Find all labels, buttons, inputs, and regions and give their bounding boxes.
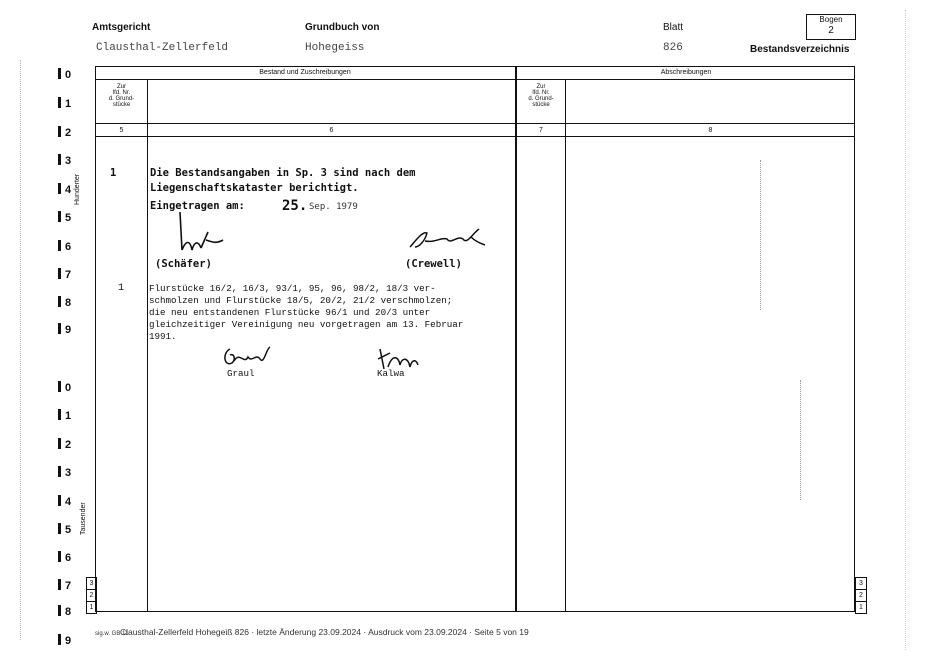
margin-number: 9 [58,323,71,336]
margin-number: 4 [58,495,71,508]
colnum-rule [95,136,855,137]
entry-2-line: 1991. [149,331,177,342]
entry-1-line: Liegenschaftskataster berichtigt. [150,182,359,194]
margin-number: 8 [58,605,71,618]
entry-2-line: schmolzen und Flurstücke 18/5, 20/2, 21/2 verschmolzen; [149,295,453,306]
entry-2-line: gleichzeitiger Vereinigung neu vorgetragen am 13. Februar [149,319,464,330]
corner-index-value: 1 [87,601,96,613]
col-7-header-line: stücke [532,102,550,108]
entry-2-line: Flurstücke 16/2, 16/3, 93/1, 95, 96, 98/2, 18/3 ver- [149,283,436,294]
margin-number: 8 [58,296,71,309]
margin-number: 5 [58,523,71,536]
margin-number: 1 [58,409,71,422]
blatt-value: 826 [663,42,683,54]
margin-number: 0 [58,68,71,81]
margin-number: 6 [58,551,71,564]
signature-schaefer-image [168,210,238,260]
entry-1-number: 1 [110,167,117,179]
signature-crewell-image [405,225,490,255]
corner-index-value: 3 [89,580,94,587]
col-number-6: 6 [329,127,334,134]
margin-number: 0 [58,381,71,394]
entry-2-text [149,283,514,343]
col-number-8: 8 [708,127,713,134]
col-7-header-line: Zur [536,84,546,90]
stamp-date: Sep. 1979 [309,202,358,212]
corner-index-right [855,577,867,614]
col-divider-7-8 [565,79,566,612]
footer-text: Clausthal-Zellerfeld Hohegeiß 826 · letzte Änderung 23.09.2024 · Ausdruck vom 23.09.2024 · Seite 5 von 19 [120,627,529,637]
bogen-label: Bogen [819,15,843,24]
right-group-title: Abschreibungen [660,69,712,76]
footer-code: sig.w. GB 11 [95,631,129,637]
blatt-label: Blatt [663,22,684,33]
col-7-header [517,84,565,108]
col-5-header-line: stücke [112,102,131,108]
amtsgericht-label: Amtsgericht [92,22,151,33]
corner-index-left [86,577,97,614]
col-number-5: 5 [119,127,124,134]
grundbuch-label: Grundbuch von [305,22,380,33]
col-divider-5-6 [147,79,148,612]
margin-number: 7 [58,579,71,592]
side-label-tausender: Tausender [80,502,87,535]
col-5-header-line: Zur [117,84,126,90]
signatory-schaefer: (Schäfer) [155,258,212,270]
bogen-box [806,14,856,40]
entry-2-line: die neu entstandenen Flurstücke 96/1 und 20/3 unter [149,307,431,318]
col-7-header-line: lfd. Nr. [532,90,550,96]
signatory-crewell: (Crewell) [405,258,462,270]
scan-noise [760,160,761,310]
entry-1-text [150,166,512,196]
group-title-rule [95,79,855,80]
scan-noise [800,380,801,500]
margin-number: 4 [58,183,71,196]
col-5-header-line: lfd. Nr. [112,90,131,96]
col-7-header-line: d. Grund- [528,96,554,102]
signatory-graul: Graul [227,368,255,379]
margin-number: 9 [58,634,71,647]
center-divider [515,66,517,612]
margin-number: 3 [58,154,71,167]
bogen-value: 2 [828,25,834,36]
margin-number: 7 [58,268,71,281]
left-group-title: Bestand und Zuschreibungen [259,69,351,76]
corner-index-value: 3 [859,580,863,587]
section-title: Bestandsverzeichnis [750,44,850,55]
col-number-7: 7 [539,127,543,134]
margin-number: 6 [58,240,71,253]
grundbuch-value: Hohegeiss [305,42,365,54]
signature-graul-image [220,343,280,371]
margin-number: 5 [58,211,71,224]
amtsgericht-value: Clausthal-Zellerfeld [96,42,229,54]
col-5-header [96,84,147,108]
entry-1-line: Die Bestandsangaben in Sp. 3 sind nach dem [150,167,416,179]
side-label-hunderter: Hunderter [74,173,81,205]
stamp-day: 25. [282,198,308,214]
col-5-header-line: d. Grund- [108,96,135,102]
margin-number: 3 [58,466,71,479]
entry-2-number: 1 [118,283,125,294]
margin-number: 1 [58,97,71,110]
corner-index-value: 1 [856,601,866,613]
corner-index-value: 2 [856,589,866,601]
scan-noise [20,60,21,640]
corner-index-value: 2 [87,589,96,601]
signatory-kalwa: Kalwa [377,368,405,379]
header-rule [95,123,855,124]
margin-number: 2 [58,438,71,451]
eingetragen-label: Eingetragen am: [150,200,245,212]
scan-noise [905,10,906,650]
margin-number: 2 [58,126,71,139]
